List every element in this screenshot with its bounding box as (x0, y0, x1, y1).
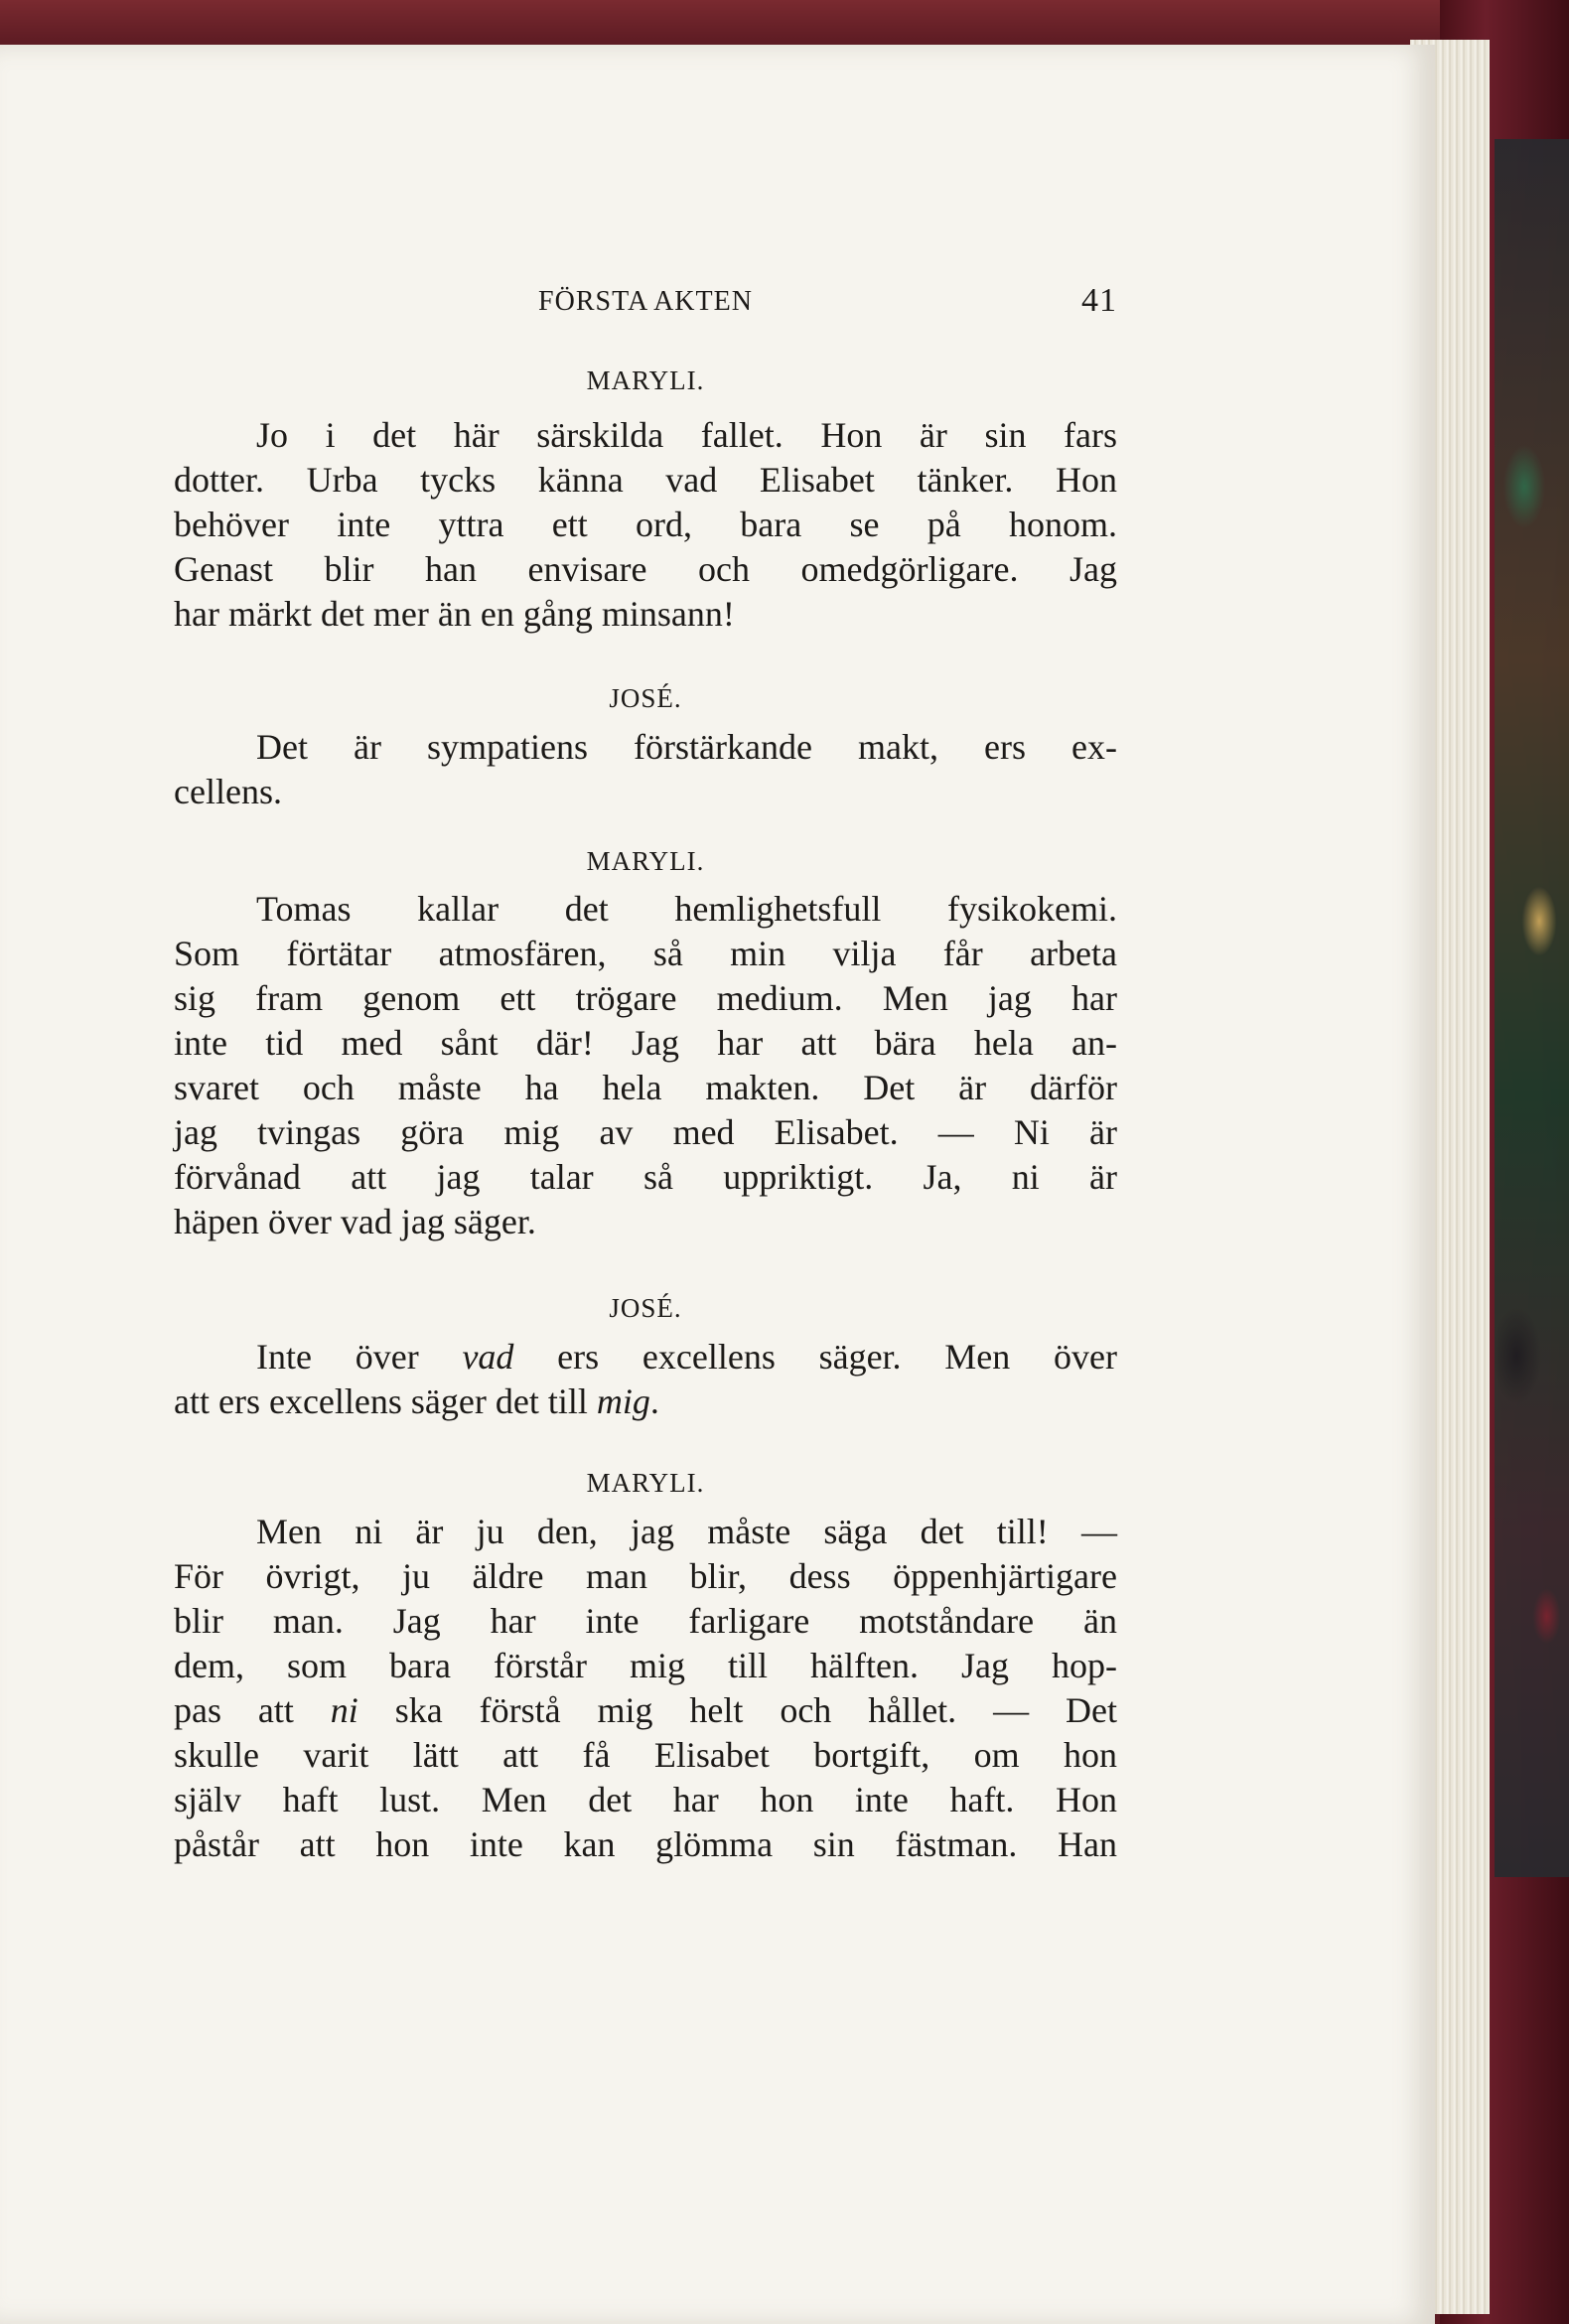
text-line: behöver inte yttra ett ord, bara se på honom. (174, 505, 1117, 544)
text-line: cellens. (174, 772, 282, 811)
text-line: svaret och måste ha hela makten. Det är därför (174, 1068, 1117, 1107)
text-line: Men ni är ju den, jag måste säga det till! — (256, 1512, 1117, 1551)
text-line: dem, som bara förstår mig till hälften. Jag hop- (174, 1646, 1117, 1685)
text-line: förvånad att jag talar så uppriktigt. Ja, ni är (174, 1157, 1117, 1197)
dialogue-paragraph (174, 1510, 1117, 1867)
dialogue-paragraph (174, 887, 1117, 1244)
text-line: Som förtätar atmosfären, så min vilja får arbeta (174, 934, 1117, 973)
page-number: 41 (1081, 282, 1117, 319)
italic-word: mig (596, 1381, 650, 1421)
text-line: inte tid med sånt där! Jag har att bära hela an- (174, 1023, 1117, 1063)
text-line: själv haft lust. Men det har hon inte haft. Hon (174, 1780, 1117, 1819)
italic-word: vad (462, 1337, 514, 1377)
running-head (174, 282, 1117, 326)
text-line: Genast blir han envisare och omedgörligare. Jag (174, 549, 1117, 589)
speaker-name: JOSÉ. (609, 1293, 682, 1323)
text-line: dotter. Urba tycks känna vad Elisabet tänker. Hon (174, 460, 1117, 500)
text-line: Det är sympatiens förstärkande makt, ers ex- (256, 727, 1117, 767)
italic-word: ni (330, 1690, 358, 1730)
speaker-name: MARYLI. (586, 1468, 705, 1498)
speaker-name: JOSÉ. (609, 683, 682, 713)
text-line: påstår att hon inte kan glömma sin fästman. Han (174, 1824, 1117, 1864)
text-line: att ers excellens säger det till mig. (174, 1381, 659, 1421)
text-line: Inte över vad ers excellens säger. Men över (256, 1337, 1117, 1377)
text-line: jag tvingas göra mig av med Elisabet. — Ni är (174, 1112, 1117, 1152)
dialogue-paragraph (174, 1335, 1117, 1424)
text-line: häpen över vad jag säger. (174, 1202, 536, 1241)
text-line: Jo i det här särskilda fallet. Hon är sin fars (256, 415, 1117, 455)
book-top-edge (0, 0, 1569, 48)
text-line: För övrigt, ju äldre man blir, dess öppenhjärtigare (174, 1556, 1117, 1596)
dialogue-paragraph (174, 725, 1117, 814)
text-line: skulle varit lätt att få Elisabet bortgift, om hon (174, 1735, 1117, 1775)
speaker-name: MARYLI. (586, 365, 705, 395)
marbled-endpaper (1495, 139, 1569, 1877)
text-line: Tomas kallar det hemlighetsfull fysikokemi. (256, 889, 1117, 929)
text-line: pas att ni ska förstå mig helt och hållet. — Det (174, 1690, 1117, 1730)
running-head-title: FÖRSTA AKTEN (538, 286, 753, 317)
text-line: har märkt det mer än en gång minsann! (174, 594, 735, 634)
speaker-name: MARYLI. (586, 846, 705, 876)
dialogue-paragraph (174, 413, 1117, 637)
text-line: blir man. Jag har inte farligare motståndare än (174, 1601, 1117, 1641)
text-line: sig fram genom ett trögare medium. Men jag har (174, 978, 1117, 1018)
